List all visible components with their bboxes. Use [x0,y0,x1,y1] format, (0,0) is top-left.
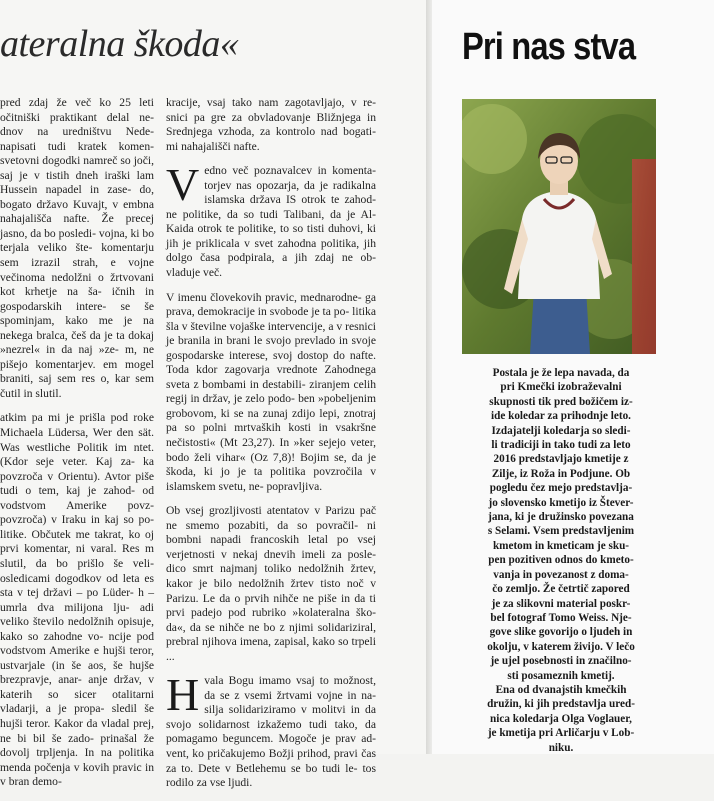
caption-line: bel fotograf Tomo Weiss. Nje- [490,611,632,624]
drop-cap: V [166,159,200,211]
paragraph: Ob vsej grozljivosti atentatov v Parizu pač ne smemo pozabiti, da so povračil- ni bombni napadi francoskih letal po vsej verjetnosti v nekaj dnevih imeli za posle- dico smrt najmanj toliko nedolžnih žrtev, kakor je bilo nedolžnih žrtev tisto noč v Parizu. Le da o prvih nihče ne piše in da ti prvi padejo pod rubriko »kolateralna ško- da«, da se nihče ne bo z njimi solidariziral, prebral njihova imena, zapisal, kako so trpeli ... [166,504,376,663]
caption-line: niku. [548,741,574,754]
caption-line: li tradiciji in tako tudi za leto [491,439,631,452]
drop-cap: H [166,669,200,721]
caption-line: 2016 predstavljajo kmetije z [493,453,629,466]
paragraph-text: vala Bogu imamo vsaj to možnost, da se z vsemi žrtvami vojne in na- silja solidariziramo v molitvi in da svojo solidarnost izkažemo tudi tako, da pomagamo beguncem. Mogoče je prav ad- vent, ko pričakujemo Božji prihod, pravi čas za to. Dete v Betlehemu se bo tudi le- tos rodilo za vse ljudi. [166,674,376,790]
paragraph-with-dropcap [166,669,376,790]
photo-caption [463,366,659,755]
paragraph-text: edno več poznavalcev in komenta- torjev nas opozarja, da je radikalna islamska država IS otrok te zahod- ne politike, da so tudi Talibani, da je Al- Kaida otrok te politike, to so tisti duhovi, ki jih je priklicala v svet zahodna politika, jih dolgo časa podpirala, a jih zdaj ne ob- vladuje več. [166,164,376,280]
caption-line: jana, ki je družinsko povezana [488,511,634,524]
caption-line: sti posameznih kmetij. [507,669,615,682]
article-column-1 [0,96,154,800]
article-column-2 [166,96,376,801]
paragraph: pred zdaj že več ko 25 leti očitniški praktikant delal ne- dnov na uredništvu Nede- napisati tudi kratek komen- svetovni dogodki namreč so joči, saj je v tistih dneh iraški lam Hussein napadel in zase- do, bogato državo Kuvajt, v embna nahajališča nafte. Že precej jasno, da bo posledi- vojna, ki bo terjala veliko šte- komentarju sem izrazil strah, e vojne večinoma nedolžni o žrtvovani kot krhetje na ša- ičnih in gospodarskih intere- se še spominjam, kako me je na nekega bralca, češ da je ta dokaj »nezrel« in da naj »ze- m, ne pišejo komentarjev. em mogel braniti, saj sem res o, kar sem čutil in slutil. [0,96,154,400]
caption-line: je ujel posebnosti in značilno- [490,655,632,668]
paragraph-with-dropcap [166,159,376,280]
caption-line: nica koledarja Olga Voglauer, [490,712,632,725]
caption-line: Zilje, iz Roža in Podjune. Ob [491,467,631,480]
caption-line: ide koledar za prihodnje leto. [491,410,631,423]
caption-line: čo zemljo. Že četrtič zapored [492,583,630,596]
caption-line: s Selami. Vsem predstavljenim [487,525,635,538]
caption-line: Postala je že lepa navada, da [492,367,630,379]
caption-line: okolju, v katerem živijo. V lečo [487,640,635,653]
caption-line: gove slike govorijo o ljudeh in [489,626,633,639]
caption-line: skupnosti tik pred božičem iz- [489,395,633,408]
portrait-photo [462,99,656,354]
caption-line: jo slovensko kmetijo iz Štever- [488,496,634,509]
caption-line: je za slikovni material poskr- [491,597,631,610]
caption-line: družin, ki jih predstavlja ured- [487,698,635,711]
caption-line: pogledu čez mejo predstavlja- [489,482,633,495]
left-headline: ateralna škoda« [0,23,239,65]
right-headline: Pri nas stva [462,26,636,68]
caption-line: Ena od dvanajstih kmečkih [495,683,627,696]
caption-line: vanja in povezanost z doma- [493,568,629,581]
paragraph: atkim pa mi je prišla pod roke Michaela Lüdersa, Wer den sät. Was westliche Politik im ntet. (Kdor seje veter. Kaj za- ka povzroča v Orientu). Avtor piše tudi o tem, kaj je zahod- od vodstvom Amerike povz- povzroča) v Iraku in kaj so po- litike. Občutek me takrat, ko oj prvi komentar, ni varal. Res m slutil, da bo prišlo še veli- osledicami dogodkov od leta es sta v tej državi – po Lüder- h – umrla dva milijona lju- adi veliko število nedolžnih opisuje, kako so zahodne vo- ncije pod vodstvom Amerike e hujši teror, ustvarjale (in še aos, še hujše brezpravje, anar- anje držav, v katerih so sicer otalitarni vladarji, a je propa- sledil še hujši teror. Kakor da vladal prej, ne bi bil še zado- prinašal že dovolj trpljenja. In na politika menda počenja v kovih pravic in v bran demo- [0,411,154,789]
caption-line: pri Kmečki izobraževalni [500,381,622,394]
caption-line: kmetom in kmeticam je sku- [492,539,630,552]
paragraph: V imenu človekovih pravic, mednarodne- ga prava, demokracije in svobode je ta po- litika šla v številne vojaške intervencije, a v resnici je branila in brani le svojo prevlado in svoje gospodarske interese, svoj dostop do nafte. Toda kdor zagovarja vrednote Zahodnega sveta z bombami in destabili- ziranjem celih regij in držav, je zelo podo- ben »pobeljenim grobovom, ki se na zunaj zdijo lepi, znotraj pa so polni mrtvaških kosti in vsakršne nečistosti« (Mt 23,27). In »ker sejejo veter, bodo želi vihar« (Oz 7,8)! Bojim se, da je škoda, ki jo je ta politika povzročila v islamskem svetu, ne- popravljiva. [166,290,376,493]
caption-line: pen pozitiven odnos do kmeto- [488,554,634,567]
paragraph: kracije, vsaj tako nam zagotavljajo, v re- snici pa gre za obvladovanje Bližnjega in Srednjega vzhoda, za kontrolo nad bogati- mi nahajališči nafte. [166,96,376,153]
caption-line: je kmetija pri Arličarju v Lob- [487,727,635,740]
caption-line: Izdajatelji koledarja so sledi- [491,424,631,437]
